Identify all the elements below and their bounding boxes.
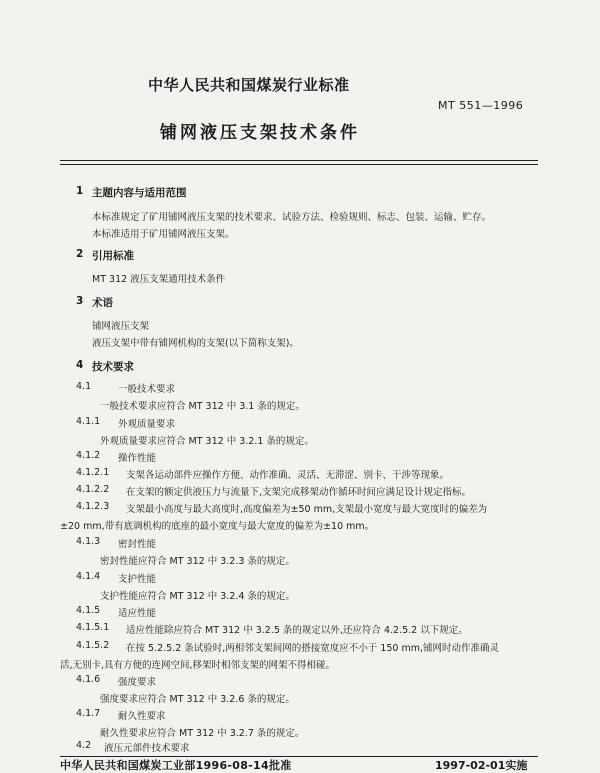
clause-number: 4.1.5.2 [76, 640, 110, 651]
clause-number: 4.2 [76, 740, 92, 751]
clause-text: 支架各运动部件应操作方便、动作准确、灵活、无滞涩、别卡、干涉等现象。 [126, 470, 450, 481]
implementation-date: 1997-02-01实施 [435, 759, 528, 772]
document-title: 铺网液压支架技术条件 [160, 123, 360, 143]
clause-title: 耐久性要求 [118, 711, 166, 722]
clause-number: 4.1.1 [76, 416, 101, 427]
section-1-paragraph: 本标准规定了矿用铺网液压支架的技术要求、试验方法、检验规则、标志、包装、运输、贮存。 [92, 212, 492, 223]
issuer-title: 中华人民共和国煤炭行业标准 [148, 76, 350, 94]
clause-number: 4.1.4 [76, 571, 101, 582]
clause-title: 操作性能 [118, 453, 157, 464]
standard-number: MT 551—1996 [438, 99, 524, 112]
clause-text: 密封性能应符合 MT 312 中 3.2.3 条的规定。 [100, 556, 295, 567]
clause-number: 4.1.2.1 [76, 467, 110, 478]
clause-text: 耐久性要求应符合 MT 312 中 3.2.7 条的规定。 [100, 728, 305, 739]
header-rule-top [60, 160, 538, 161]
clause-title: 适应性能 [118, 608, 157, 619]
clause-text: 支护性能应符合 MT 312 中 3.2.4 条的规定。 [100, 591, 295, 602]
clause-title: 支护性能 [118, 574, 157, 585]
section-3-number: 3 [76, 295, 84, 307]
clause-number: 4.1.5 [76, 605, 101, 616]
clause-number: 4.1.7 [76, 708, 101, 719]
term-definition: 液压支架中带有铺网机构的支架(以下简称支架)。 [92, 338, 299, 349]
clause-text: 适应性能除应符合 MT 312 中 3.2.5 条的规定以外,还应符合 4.2.5.2 以下规定。 [126, 625, 468, 636]
referenced-standard: MT 312 液压支架通用技术条件 [92, 274, 226, 285]
clause-number: 4.1.2.3 [76, 501, 110, 512]
section-1-number: 1 [76, 185, 84, 197]
clause-number: 4.1 [76, 381, 92, 392]
clause-number: 4.1.2 [76, 450, 101, 461]
clause-number: 4.1.2.2 [76, 484, 110, 495]
clause-number: 4.1.3 [76, 536, 101, 547]
clause-text: 在按 5.2.5.2 条试验时,两相邻支架间网的搭接宽度应不小于 150 mm,铺网时动作准确灵 [126, 643, 499, 654]
clause-text: 支架最小高度与最大高度时,高度偏差为±50 mm,支架最小宽度与最大宽度时的偏差为 [126, 504, 488, 515]
clause-number: 4.1.6 [76, 674, 101, 685]
clause-text: 一般技术要求应符合 MT 312 中 3.1 条的规定。 [100, 401, 305, 412]
approval-line: 中华人民共和国煤炭工业部1996-08-14批准 [60, 759, 292, 772]
clause-text: 强度要求应符合 MT 312 中 3.2.6 条的规定。 [100, 694, 295, 705]
clause-title: 密封性能 [118, 539, 157, 550]
term: 铺网液压支架 [92, 321, 150, 332]
section-3-title: 术语 [92, 297, 113, 309]
section-4-number: 4 [76, 359, 84, 371]
clause-title: 强度要求 [118, 677, 157, 688]
clause-text: 外观质量要求应符合 MT 312 中 3.2.1 条的规定。 [100, 436, 314, 447]
clause-title: 液压元部件技术要求 [104, 743, 190, 754]
section-1-title: 主题内容与适用范围 [92, 187, 187, 199]
clause-text-continued: ±20 mm,带有底调机构的底座的最小宽度与最大宽度的偏差为±10 mm。 [60, 521, 375, 532]
section-1-paragraph: 本标准适用于矿用铺网液压支架。 [92, 229, 235, 240]
clause-title: 一般技术要求 [118, 384, 176, 395]
section-4-title: 技术要求 [92, 361, 134, 373]
section-2-title: 引用标准 [92, 250, 134, 262]
clause-text-continued: 活,无别卡,具有方便的连网空间,移架时相邻支架的网架不得相碰。 [60, 660, 336, 671]
clause-title: 外观质量要求 [118, 419, 176, 430]
clause-text: 在支架的额定供液压力与流量下,支架完成移架动作循环时间应满足设计规定指标。 [126, 487, 472, 498]
clause-number: 4.1.5.1 [76, 622, 110, 633]
section-2-number: 2 [76, 248, 84, 260]
header-rule-bottom [60, 164, 538, 165]
